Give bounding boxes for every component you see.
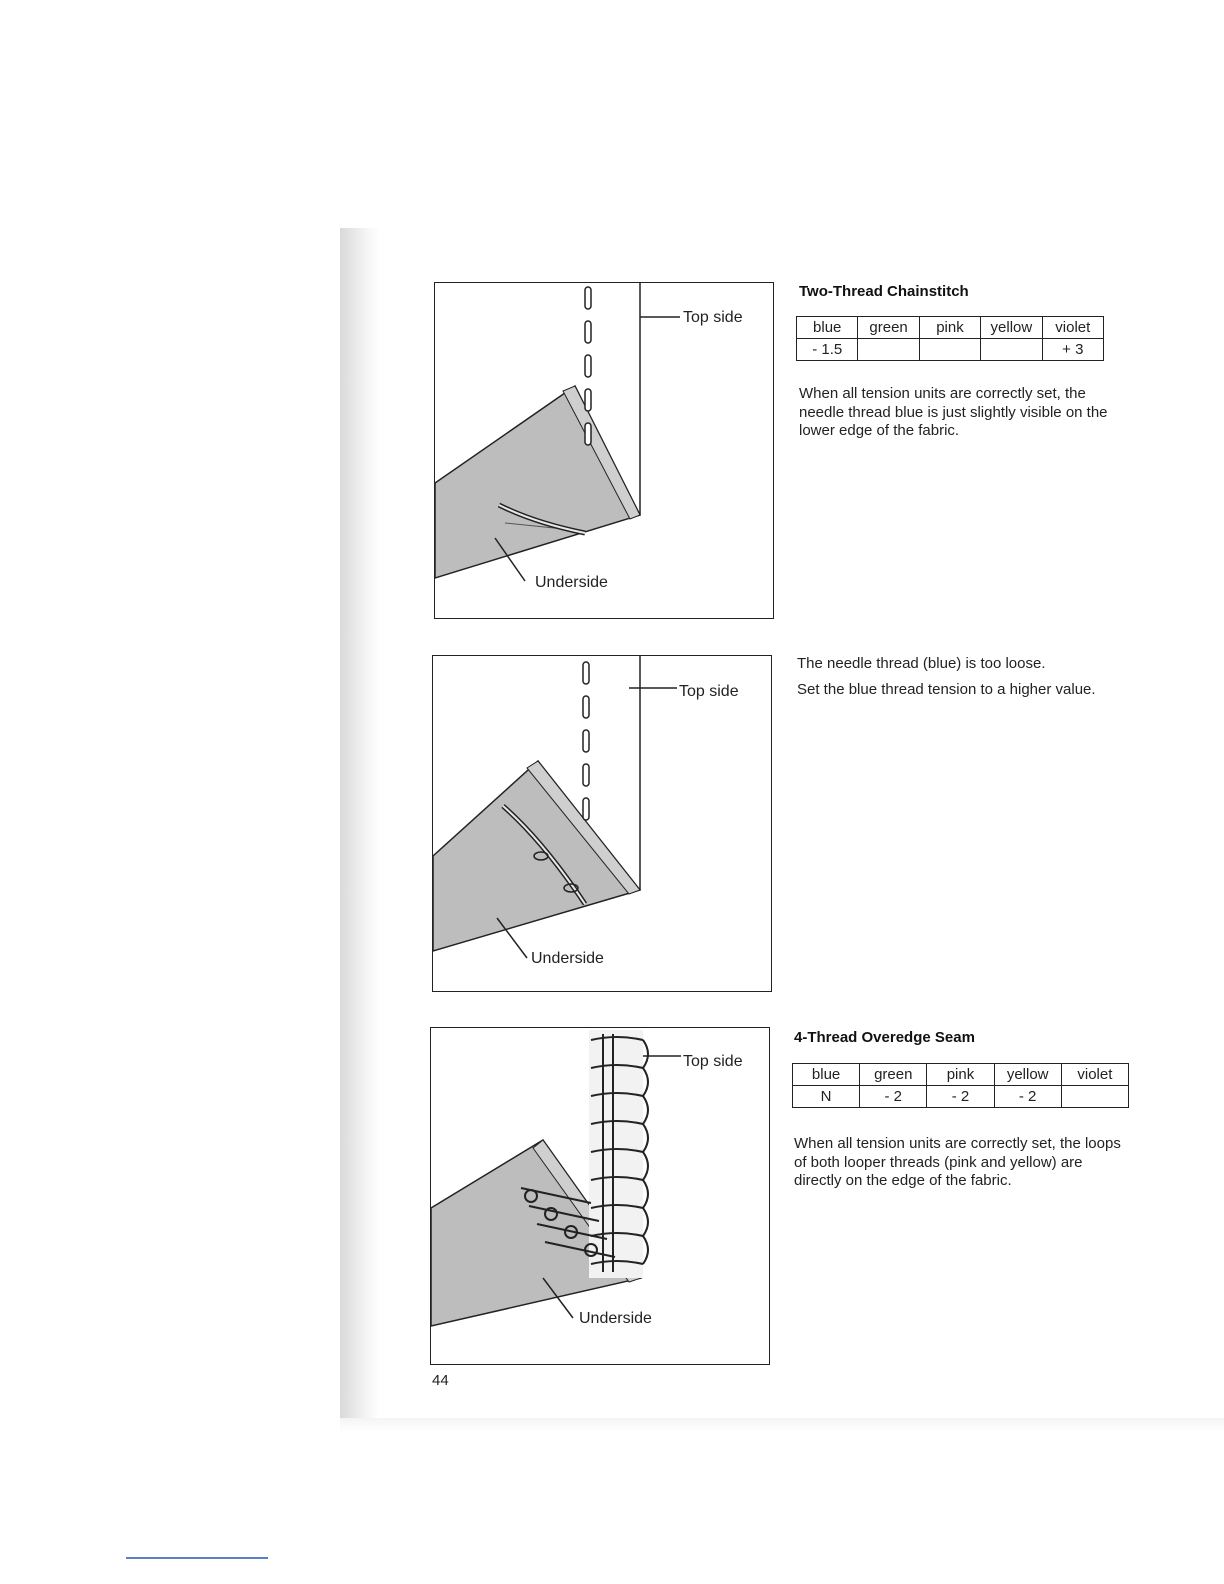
header-cell-pink: pink bbox=[927, 1064, 994, 1086]
header-cell-green: green bbox=[860, 1064, 927, 1086]
section-heading-two-thread-chainstitch: Two-Thread Chainstitch bbox=[799, 283, 969, 300]
value-cell-yellow: - 2 bbox=[994, 1086, 1061, 1108]
section-heading-4-thread-overedge-seam: 4-Thread Overedge Seam bbox=[794, 1029, 975, 1046]
table-value-row bbox=[793, 1086, 1129, 1108]
header-cell-blue: blue bbox=[793, 1064, 860, 1086]
top-side-label: Top side bbox=[683, 309, 743, 326]
chainstitch-description: When all tension units are correctly set, the needle thread blue is just slightly visible on the lower edge of the fabric. bbox=[799, 385, 1108, 439]
value-cell-pink: - 2 bbox=[927, 1086, 994, 1108]
header-cell-green: green bbox=[858, 317, 919, 339]
table-header-row bbox=[793, 1064, 1129, 1086]
loose-thread-instruction: Set the blue thread tension to a higher value. bbox=[797, 681, 1096, 698]
header-cell-yellow: yellow bbox=[994, 1064, 1061, 1086]
chainstitch-correct-illustration bbox=[435, 283, 773, 618]
figure-chainstitch-loose bbox=[432, 655, 772, 992]
tension-table-chainstitch bbox=[796, 316, 1104, 361]
underside-label: Underside bbox=[531, 950, 604, 967]
underside-label: Underside bbox=[579, 1310, 652, 1327]
underside-label: Underside bbox=[535, 574, 608, 591]
page-number: 44 bbox=[432, 1372, 449, 1389]
footer-rule bbox=[126, 1557, 268, 1559]
header-cell-violet: violet bbox=[1042, 317, 1103, 339]
loose-thread-note: The needle thread (blue) is too loose. bbox=[797, 655, 1046, 672]
figure-overedge-seam bbox=[430, 1027, 770, 1365]
value-cell-yellow bbox=[981, 339, 1042, 361]
header-cell-pink: pink bbox=[919, 317, 980, 339]
value-cell-green: - 2 bbox=[860, 1086, 927, 1108]
value-cell-violet bbox=[1061, 1086, 1128, 1108]
header-cell-blue: blue bbox=[797, 317, 858, 339]
value-cell-pink bbox=[919, 339, 980, 361]
chainstitch-loose-illustration bbox=[433, 656, 771, 991]
table-header-row bbox=[797, 317, 1104, 339]
page-bottom-shadow bbox=[340, 1418, 1224, 1432]
tension-table-overedge bbox=[792, 1063, 1129, 1108]
value-cell-green bbox=[858, 339, 919, 361]
figure-chainstitch-correct bbox=[434, 282, 774, 619]
header-cell-violet: violet bbox=[1061, 1064, 1128, 1086]
overedge-description: When all tension units are correctly set, the loops of both looper threads (pink and yellow) are directly on the edge of the fabric. bbox=[794, 1135, 1121, 1189]
header-cell-yellow: yellow bbox=[981, 317, 1042, 339]
value-cell-blue: N bbox=[793, 1086, 860, 1108]
table-value-row bbox=[797, 339, 1104, 361]
value-cell-blue: - 1.5 bbox=[797, 339, 858, 361]
value-cell-violet: + 3 bbox=[1042, 339, 1103, 361]
top-side-label: Top side bbox=[683, 1053, 743, 1070]
top-side-label: Top side bbox=[679, 683, 739, 700]
